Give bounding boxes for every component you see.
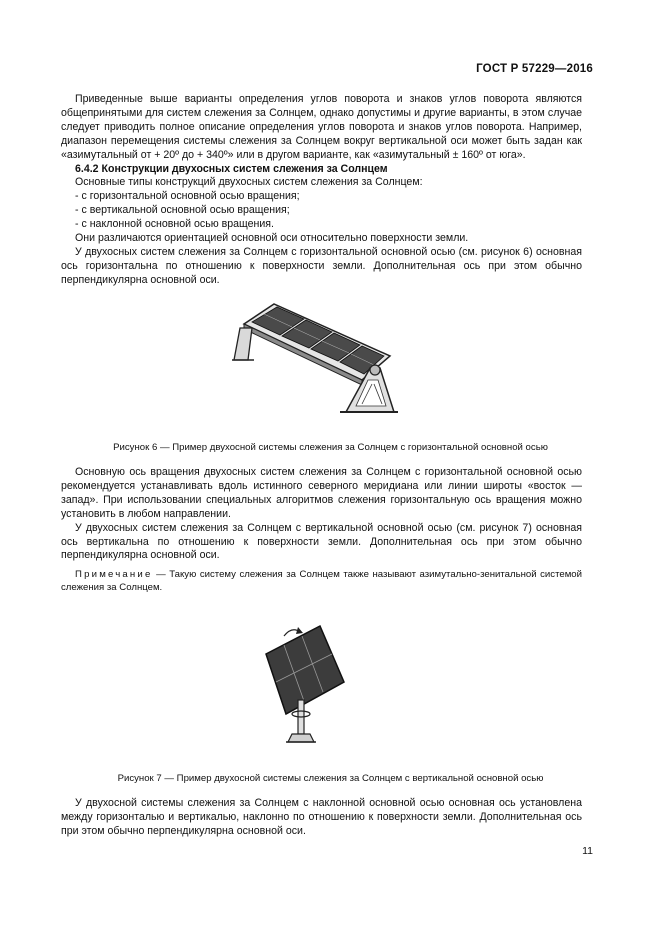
- list-item: - с горизонтальной основной осью вращения;: [75, 190, 300, 203]
- paragraph: У двухосных систем слежения за Солнцем с горизонтальной основной осью (см. рисунок 6) основная ось горизонтальна по отношению к поверхности земли. Дополнительная ось при этом обычно перпендикулярна основной оси.: [61, 245, 582, 286]
- paragraph: Они различаются ориентацией основной оси относительно поверхности земли.: [75, 232, 469, 245]
- page-number: 11: [582, 845, 593, 857]
- paragraph: Основную ось вращения двухосных систем слежения за Солнцем с горизонтальной основной осью рекомендуется устанавливать вдоль истинного северного меридиана или линии широты «восток — запад». При использовании специальных алгоритмов слежения горизонтальную ось вращения можно установить в любом направлении.: [61, 466, 582, 520]
- figure-7-vertical-axis-tracker: [262, 622, 350, 748]
- text-block-2: [61, 466, 582, 594]
- paragraph: У двухосной системы слежения за Солнцем с наклонной основной осью основная ось установлена между горизонталью и вертикалью, наклонно по отношению к поверхности земли. Дополнительная ось при этом обычно перпендикулярна основной оси.: [61, 797, 582, 837]
- paragraph: Основные типы конструкций двухосных систем слежения за Солнцем:: [75, 176, 423, 189]
- list-item: - с вертикальной основной осью вращения;: [75, 204, 290, 217]
- note-label: Примечание: [75, 569, 153, 581]
- paragraph: Приведенные выше варианты определения углов поворота и знаков углов поворота являются общепринятыми для систем слежения за Солнцем, однако допустимы и другие варианты, в этом случае следует приводить полное описание определения углов поворота и знаков углов поворота. Например, диапазон перемещения системы слежения за Солнцем вокруг вертикальной оси может быть задан как «азимутальный от + 20º до + 340º» или в другом варианте, как «азимутальный ± 160º от юга».: [61, 93, 582, 161]
- figure-6-caption: Рисунок 6 — Пример двухосной системы слежения за Солнцем с горизонтальной основной осью: [113, 442, 548, 453]
- note-text: — Такую систему слежения за Солнцем также называют азимутально-зенитальной системой слежения за Солнцем.: [61, 569, 582, 594]
- figure-6-horizontal-axis-tracker: [222, 298, 402, 420]
- section-heading: 6.4.2 Конструкции двухосных систем слежения за Солнцем: [75, 162, 388, 175]
- text-block-1: [61, 93, 582, 288]
- document-header: ГОСТ Р 57229—2016: [476, 63, 593, 75]
- list-item: - с наклонной основной осью вращения.: [75, 218, 274, 231]
- type-list: [61, 190, 582, 232]
- paragraph: У двухосных систем слежения за Солнцем с вертикальной основной осью (см. рисунок 7) основная ось вертикальна по отношению к поверхности земли. Дополнительная ось при этом обычно перпендикулярна основной оси.: [61, 521, 582, 562]
- note: [61, 568, 582, 594]
- figure-7-caption: Рисунок 7 — Пример двухосной системы слежения за Солнцем с вертикальной основной осью: [117, 773, 544, 784]
- text-block-3: [61, 797, 582, 839]
